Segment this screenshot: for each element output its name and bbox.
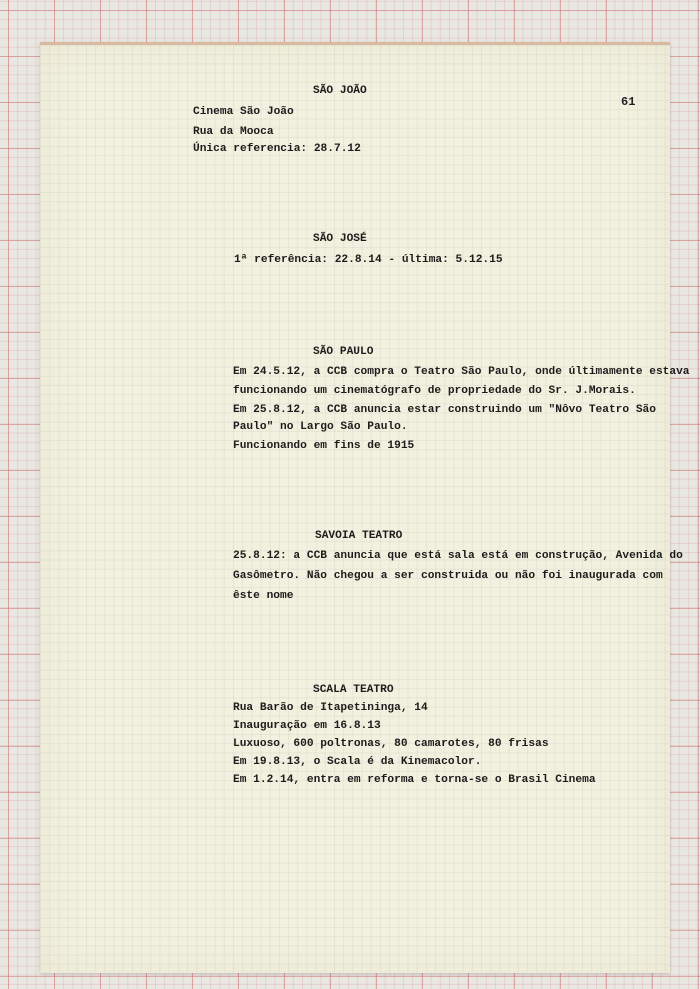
entry-line: Inauguração em 16.8.13 [233, 720, 381, 732]
entry-line: Paulo" no Largo São Paulo. [233, 421, 408, 433]
entry-line: funcionando um cinematógrafo de propriedade do Sr. J.Morais. [233, 385, 636, 397]
entry-line: 25.8.12: a CCB anuncia que está sala está em construção, Avenida do [233, 550, 683, 562]
entry-line: Em 25.8.12, a CCB anuncia estar construindo um "Nôvo Teatro São [233, 404, 656, 416]
entry-line: Funcionando em fins de 1915 [233, 440, 415, 452]
entry-heading-savoia-teatro: SAVOIA TEATRO [315, 530, 403, 542]
entry-line: 1ª referência: 22.8.14 - última: 5.12.15 [234, 254, 503, 266]
entry-line: Cinema São João [193, 106, 294, 118]
entry-heading-sao-joao: SÃO JOÃO [313, 85, 367, 97]
entry-line: Em 19.8.13, o Scala é da Kinemacolor. [233, 756, 482, 768]
entry-line: êste nome [233, 590, 294, 602]
entry-line: Em 1.2.14, entra em reforma e torna-se o Brasil Cinema [233, 774, 596, 786]
entry-line: Rua Barão de Itapetininga, 14 [233, 702, 428, 714]
entry-heading-scala-teatro: SCALA TEATRO [313, 684, 394, 696]
typewritten-page [40, 42, 670, 973]
entry-line: Em 24.5.12, a CCB compra o Teatro São Paulo, onde últimamente estava [233, 366, 690, 378]
entry-heading-sao-jose: SÃO JOSÉ [313, 233, 367, 245]
entry-line: Gasômetro. Não chegou a ser construida ou não foi inaugurada com [233, 570, 663, 582]
entry-line: Luxuoso, 600 poltronas, 80 camarotes, 80 frisas [233, 738, 549, 750]
entry-line: Única referencia: 28.7.12 [193, 143, 361, 155]
page-number: 61 [621, 95, 636, 109]
entry-line: Rua da Mooca [193, 126, 274, 138]
entry-heading-sao-paulo: SÃO PAULO [313, 346, 374, 358]
